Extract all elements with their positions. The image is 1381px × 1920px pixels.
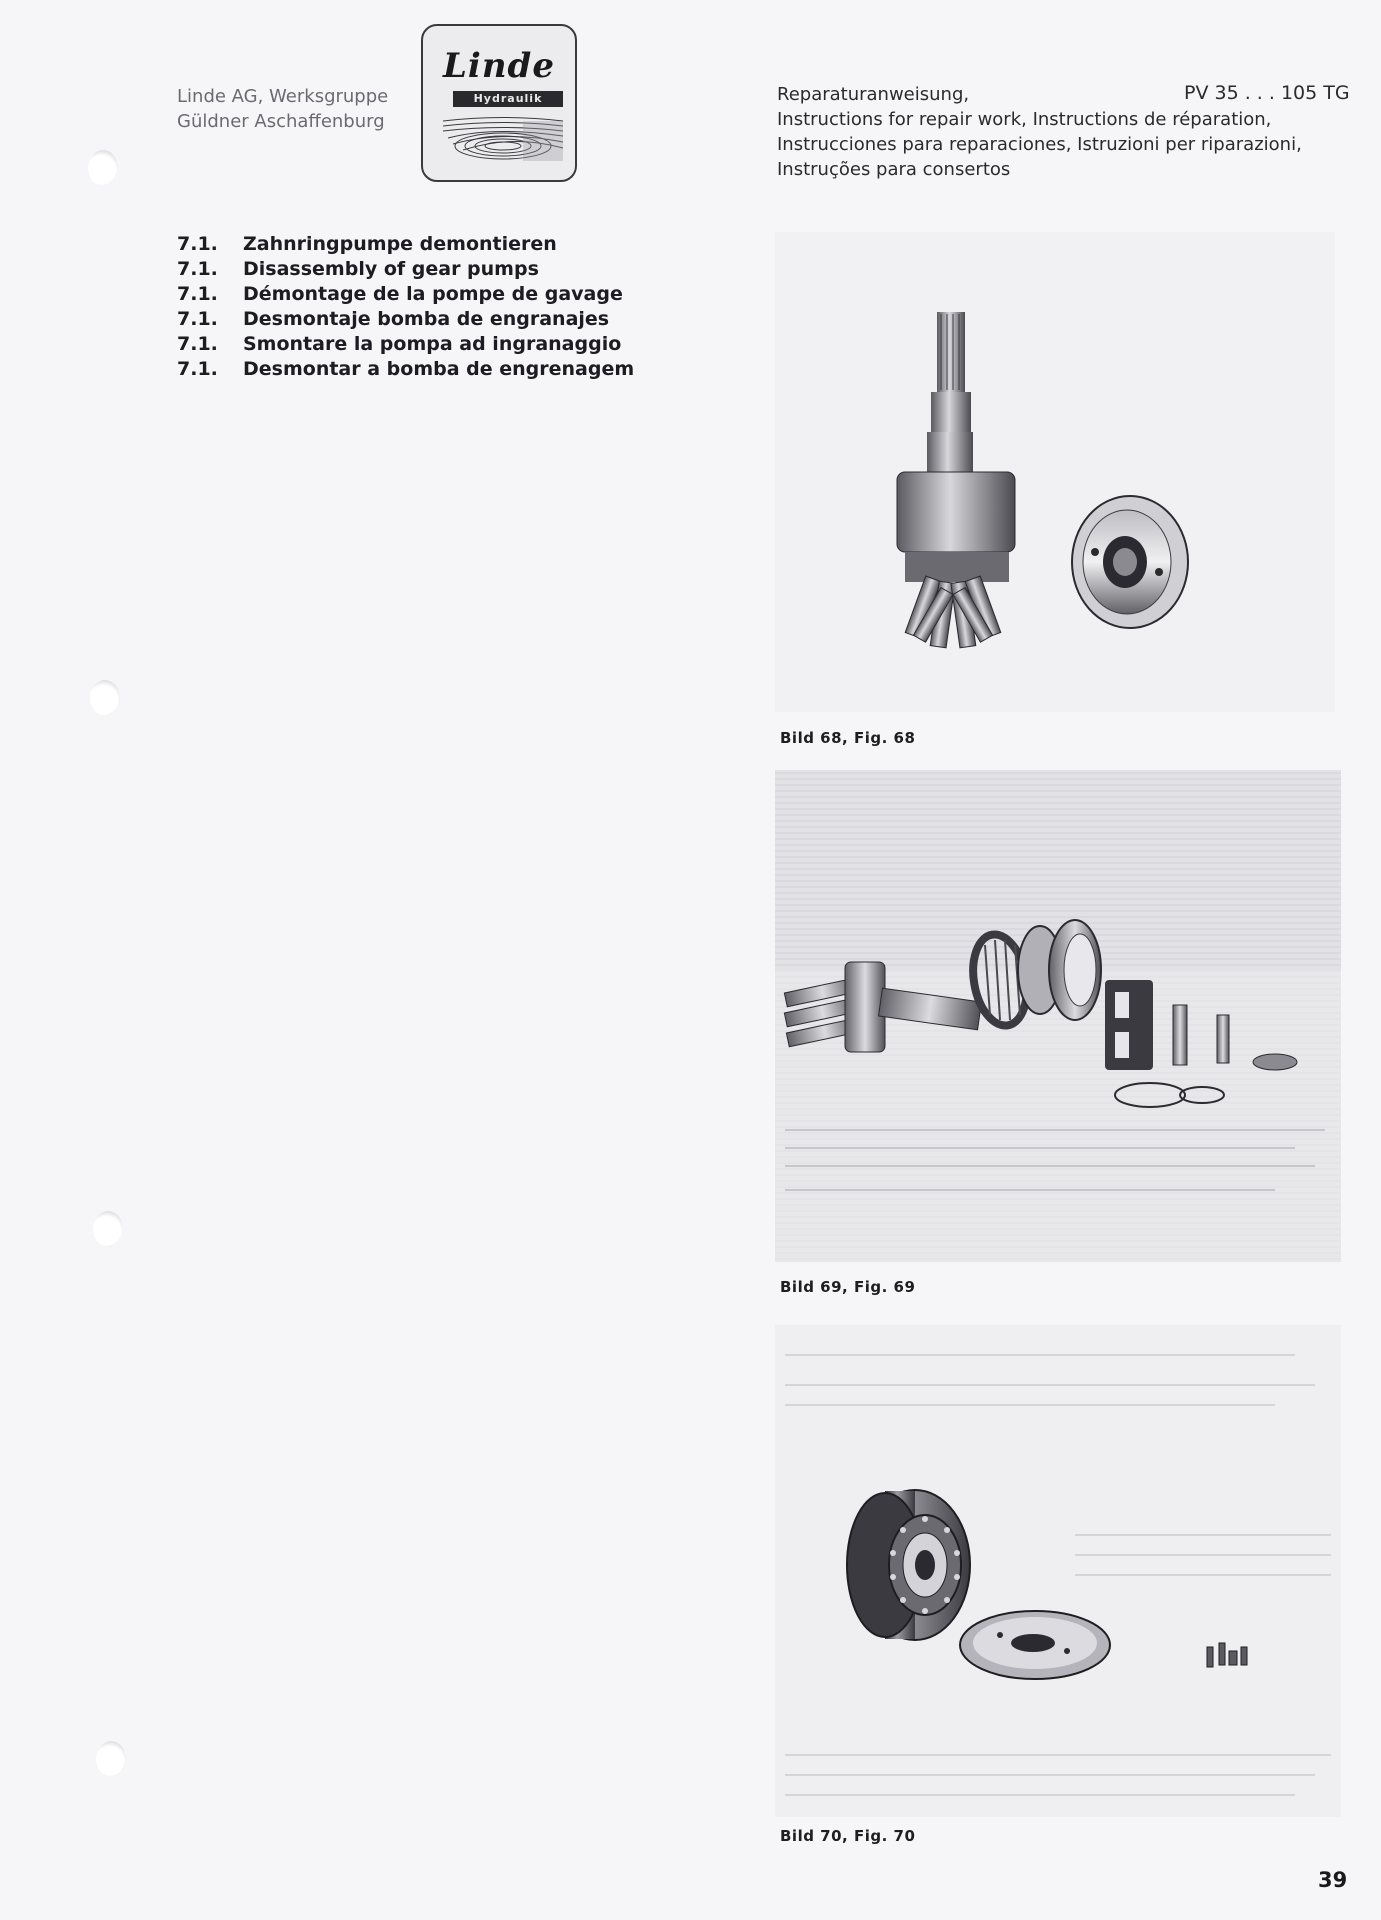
- punch-hole-4: [96, 1741, 126, 1777]
- company-line-2: Güldner Aschaffenburg: [177, 111, 385, 132]
- section-title: Disassembly of gear pumps: [243, 257, 539, 280]
- section-heading: [177, 281, 634, 306]
- section-title: Desmontaje bomba de engranajes: [243, 307, 610, 330]
- section-heading: [177, 331, 634, 356]
- section-number: 7.1.: [177, 307, 218, 330]
- section-heading: [177, 256, 634, 281]
- section-title: Desmontar a bomba de engrenagem: [243, 357, 635, 380]
- logo-wave-graphic: [423, 26, 575, 180]
- figure-69-caption: Bild 69, Fig. 69: [780, 1278, 916, 1296]
- model-range: PV 35 . . . 105 TG: [1184, 82, 1350, 104]
- section-title: Zahnringpumpe demontieren: [243, 232, 557, 255]
- section-number: 7.1.: [177, 282, 218, 305]
- section-title: Smontare la pompa ad ingranaggio: [243, 332, 622, 355]
- section-number: 7.1.: [177, 232, 218, 255]
- logo-wordmark: Linde: [443, 46, 555, 86]
- title-line-4: Instruções para consertos: [777, 159, 1011, 180]
- page-number: 39: [1318, 1868, 1348, 1892]
- punch-hole-3: [93, 1211, 123, 1247]
- figure-68-photo: [775, 232, 1335, 712]
- title-line-1: Reparaturanweisung,: [777, 84, 970, 105]
- title-line-3: Instrucciones para reparaciones, Istruzioni per riparazioni,: [777, 134, 1302, 155]
- linde-logo: [421, 24, 577, 182]
- company-line-1: Linde AG, Werksgruppe: [177, 86, 389, 107]
- figure-70-photo: [775, 1325, 1341, 1817]
- title-line-2: Instructions for repair work, Instructions de réparation,: [777, 109, 1272, 130]
- section-title: Démontage de la pompe de gavage: [243, 282, 623, 305]
- figure-69-photo: [775, 770, 1341, 1262]
- section-heading: [177, 231, 634, 256]
- section-heading: [177, 356, 634, 381]
- punch-hole-2: [90, 680, 120, 716]
- company-block: [177, 84, 388, 134]
- punch-hole-1: [88, 150, 118, 186]
- section-heading: [177, 306, 634, 331]
- section-number: 7.1.: [177, 257, 218, 280]
- section-number: 7.1.: [177, 332, 218, 355]
- logo-subtext: Hydraulik: [453, 91, 563, 107]
- section-number: 7.1.: [177, 357, 218, 380]
- section-heading-list: [177, 231, 634, 381]
- figure-68-caption: Bild 68, Fig. 68: [780, 729, 916, 747]
- figure-70-caption: Bild 70, Fig. 70: [780, 1827, 916, 1845]
